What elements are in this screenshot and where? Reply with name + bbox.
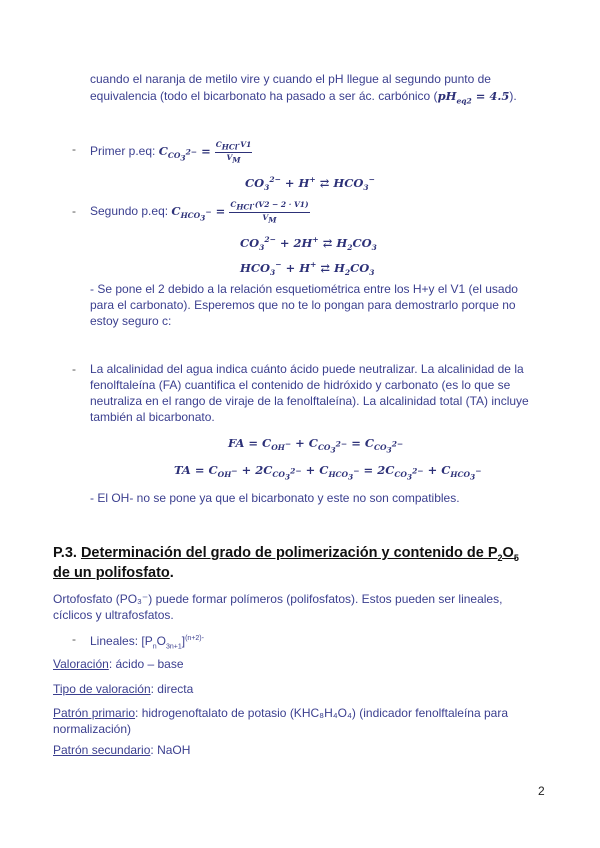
equation-carbonate-1: $CO_3^{2-} + H^+$ ⇄ $HCO_3^-$ xyxy=(245,175,375,193)
bullet-dash: - xyxy=(72,632,76,646)
field-valoracion: Valoración: ácido – base xyxy=(53,657,184,671)
equation-bicarbonate: $HCO_3^- + H^+$ ⇄ $H_2CO_3$ xyxy=(240,260,375,278)
alkalinity-line-4: también al bicarbonato. xyxy=(90,410,215,424)
page-number: 2 xyxy=(538,784,545,798)
alkalinity-line-2: fenolftaleína (FA) cuantifica el contenido de hidróxido y carbonato (es lo que se xyxy=(90,378,511,392)
note-stoichiometry-line-1: - Se pone el 2 debido a la relación esquetiométrica entre los H+y el V1 (el usado xyxy=(90,282,518,296)
field-patron-primario-cont: normalización) xyxy=(53,722,132,736)
bullet-dash: - xyxy=(72,142,76,156)
linear-polyphosphate: Lineales: $[P_nO_{3n+1}]^{(n+2)-}$ xyxy=(90,634,204,651)
section-heading: P.3. Determinación del grado de polimerización y contenido de $P_2O_5$ xyxy=(53,545,519,563)
first-equivalence-point: Primer p.eq: $C_{CO_3^{2-}}$ = $\frac{C_{HCl}\cdot V1}{V_M}$ xyxy=(90,140,252,164)
section-heading-line-2: de un polifosfato. xyxy=(53,565,174,581)
equation-ta: TA = $C_{OH^-} + 2C_{CO_3^{2-}} + C_{HCO_3^-} = 2C_{CO_3^{2-}} + C_{HCO_3^-}$ xyxy=(174,463,482,482)
intro-line-1: cuando el naranja de metilo vire y cuando el pH llegue al segundo punto de xyxy=(90,72,491,86)
field-patron-secundario: Patrón secundario: NaOH xyxy=(53,743,191,757)
bullet-dash: - xyxy=(72,362,76,376)
second-equivalence-point: Segundo p.eq: $C_{HCO_3^-}$ = $\frac{C_{HCl}\cdot(V2 - 2 \cdot V1)}{V_M}$ xyxy=(90,200,309,224)
note-hydroxide: - El OH- no se pone ya que el bicarbonato y este no son compatibles. xyxy=(90,491,460,505)
alkalinity-line-3: neutraliza en el rango de viraje de la fenolftaleína). La alcalinidad total (TA) incluye xyxy=(90,394,529,408)
orthophosphate-line-1: Ortofosfato (PO₃⁻) puede formar polímeros (polifosfatos). Estos pueden ser lineales, xyxy=(53,592,503,606)
orthophosphate-line-2: cíclicos y ultrafosfatos. xyxy=(53,608,174,622)
intro-line-2: equivalencia (todo el bicarbonato ha pasado a ser ác. carbónico $(pH_{eq2} = 4.5)$. xyxy=(90,89,517,106)
field-patron-primario: Patrón primario: hidrogenoftalato de potasio (KHC₈H₄O₄) (indicador fenolftaleína para xyxy=(53,706,509,720)
field-tipo-valoracion: Tipo de valoración: directa xyxy=(53,682,194,696)
equation-fa: FA = $C_{OH^-} + C_{CO_3^{2-}} = C_{CO_3^{2-}}$ xyxy=(228,436,404,455)
note-stoichiometry-line-2: para el carbonato). Esperemos que no te lo pongan para demostrarlo porque no xyxy=(90,298,516,312)
note-stoichiometry-line-3: estoy seguro c: xyxy=(90,314,172,328)
alkalinity-line-1: La alcalinidad del agua indica cuánto ácido puede neutralizar. La alcalinidad de la xyxy=(90,362,524,376)
bullet-dash: - xyxy=(72,204,76,218)
equation-carbonate-2: $CO_3^{2-} + 2H^+$ ⇄ $H_2CO_3$ xyxy=(240,235,377,253)
